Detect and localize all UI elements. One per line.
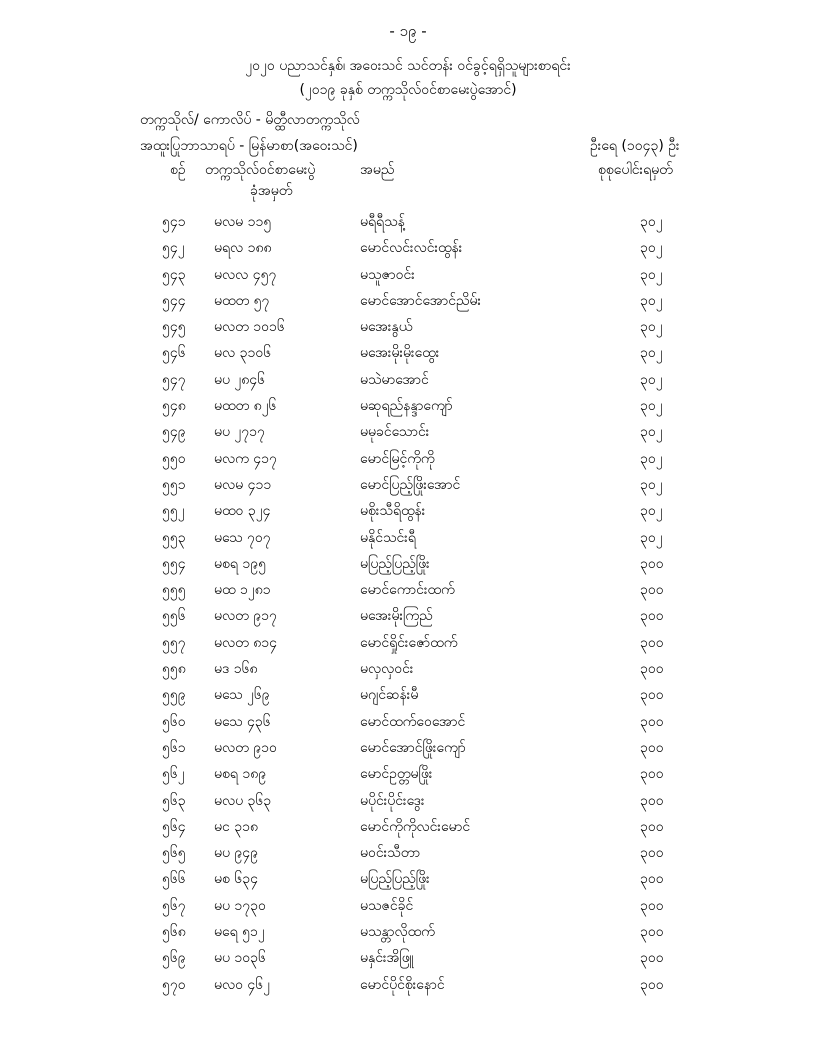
roll-number-cell: မလတ ၉၁၀ xyxy=(214,739,277,756)
serial-cell: ၅၄၈ xyxy=(162,398,186,415)
roll-number-cell: မင ၃၁၈ xyxy=(214,818,258,835)
total-mark-cell: ၃၀၂ xyxy=(640,450,663,467)
serial-cell: ၅၆၂ xyxy=(162,766,185,783)
total-mark-cell: ၃၀၂ xyxy=(640,529,663,546)
total-mark-cell: ၃၀၂ xyxy=(640,214,663,230)
table-row xyxy=(0,370,816,396)
page-number: - ၁၉ - xyxy=(389,22,427,40)
subject-label: အထူးပြုဘာသာရပ် - မြန်မာစာ(အဝေးသင်) xyxy=(140,138,358,154)
student-name-cell: မောင်ထက်ဝေအောင် xyxy=(360,713,466,730)
table-row xyxy=(0,606,816,632)
total-mark-cell: ၃၀၀ xyxy=(640,792,664,809)
serial-cell: ၅၄၅ xyxy=(162,319,186,336)
serial-cell: ၅၆၈ xyxy=(162,924,186,941)
header-roll: တက္ကသိုလ်ဝင်စာမေးပွဲ xyxy=(205,162,316,178)
table-row xyxy=(0,685,816,711)
student-list xyxy=(0,212,816,1001)
serial-cell: ၅၅၆ xyxy=(162,608,186,625)
roll-number-cell: မလဝ ၄၆၂ xyxy=(214,976,271,993)
total-mark-cell: ၃၀၂ xyxy=(640,424,663,441)
serial-cell: ၅၆၄ xyxy=(162,818,186,835)
roll-number-cell: မပ ၂၇၁၇ xyxy=(214,424,265,441)
serial-cell: ၅၆၅ xyxy=(162,845,186,862)
table-row xyxy=(0,449,816,475)
student-name-cell: မောင်မြင့်ကိုကို xyxy=(360,450,435,467)
roll-number-cell: မထတ ၅၇ xyxy=(214,292,270,309)
total-mark-cell: ၃၀၀ xyxy=(640,634,664,651)
student-name-cell: မဝင်းသီတာ xyxy=(360,845,421,862)
total-mark-cell: ၃၀၀ xyxy=(640,766,664,783)
table-row xyxy=(0,396,816,422)
student-name-cell: မဆုရည်နန္ဒာကျော် xyxy=(360,398,453,415)
total-mark-cell: ၃၀၀ xyxy=(640,871,664,888)
table-row xyxy=(0,422,816,448)
roll-number-cell: မသေ ၄၃၆ xyxy=(214,713,271,730)
total-mark-cell: ၃၀၀ xyxy=(640,924,664,941)
roll-number-cell: မစရ ၁၈၉ xyxy=(214,766,267,783)
table-row xyxy=(0,343,816,369)
header-total-mark: စုစုပေါင်းရမှတ် xyxy=(598,162,673,178)
total-mark-cell: ၃၀၂ xyxy=(640,503,663,520)
university-label: တက္ကသိုလ်/ ကောလိပ် - မိတ္ထီလာတက္ကသိုလ် xyxy=(140,112,360,128)
student-name-cell: မအေးမိုးမိုးထွေး xyxy=(360,345,440,362)
serial-cell: ၅၄၇ xyxy=(162,371,186,388)
student-name-cell: မောင်ကောင်းထက် xyxy=(360,582,455,599)
student-name-cell: မလှလှဝင်း xyxy=(360,661,414,678)
header-name: အမည် xyxy=(360,162,395,178)
student-name-cell: မပြည့်ပြည့်ဖြိုး xyxy=(360,555,430,572)
table-row xyxy=(0,528,816,554)
serial-cell: ၅၅၃ xyxy=(162,529,186,546)
total-mark-cell: ၃၀၀ xyxy=(640,713,664,730)
roll-number-cell: မရေ ၅၁၂ xyxy=(214,924,265,941)
table-row xyxy=(0,869,816,895)
total-mark-cell: ၃၀၀ xyxy=(640,818,664,835)
student-name-cell: မအေးမိုးကြည် xyxy=(360,608,433,625)
student-name-cell: မောင်ပြည့်ဖြိုးအောင် xyxy=(360,476,461,493)
student-name-cell: မောင်အောင်ဖြိုးကျော် xyxy=(360,739,466,756)
student-name-cell: မသဇင်ခိုင် xyxy=(360,897,414,914)
total-mark-cell: ၃၀၂ xyxy=(640,319,663,336)
student-name-cell: မသဲမာအောင် xyxy=(360,371,429,388)
table-row xyxy=(0,975,816,1001)
roll-number-cell: မထ ၁၂၈၁ xyxy=(214,582,271,599)
table-row xyxy=(0,659,816,685)
table-row xyxy=(0,922,816,948)
serial-cell: ၅၅၀ xyxy=(162,450,186,467)
roll-number-cell: မလတ ၁၀၁၆ xyxy=(214,319,285,336)
table-row xyxy=(0,896,816,922)
serial-cell: ၅၄၁ xyxy=(162,214,186,230)
serial-cell: ၅၅၄ xyxy=(162,555,186,572)
student-name-cell: မောင်လင်းလင်းထွန်း xyxy=(360,240,463,257)
total-mark-cell: ၃၀၂ xyxy=(640,345,663,362)
roll-number-cell: မပ ၉၄၉ xyxy=(214,845,259,862)
serial-cell: ၅၅၅ xyxy=(162,582,186,599)
table-row xyxy=(0,212,816,238)
roll-number-cell: မစရ ၁၉၅ xyxy=(214,555,266,572)
document-title: ၂၀၂၀ ပညာသင်နှစ်၊ အဝေးသင် သင်တန်း ဝင်ခွင့်ရရှိသူများစာရင်း xyxy=(245,58,571,74)
table-row xyxy=(0,817,816,843)
roll-number-cell: မပ ၁၀၃၆ xyxy=(214,950,266,967)
total-mark-cell: ၃၀၀ xyxy=(640,687,664,704)
table-row xyxy=(0,265,816,291)
student-name-cell: မဂျင်ဆန်းမီ xyxy=(360,687,419,704)
total-mark-cell: ၃၀၀ xyxy=(640,608,664,625)
student-name-cell: မောင်ဥတ္တမဖြိုး xyxy=(360,766,433,783)
roll-number-cell: မလ ၃၁၀၆ xyxy=(214,345,272,362)
serial-cell: ၅၄၆ xyxy=(162,345,186,362)
table-row xyxy=(0,291,816,317)
roll-number-cell: မသေ ၇၀၇ xyxy=(214,529,271,546)
table-row xyxy=(0,633,816,659)
table-row xyxy=(0,738,816,764)
roll-number-cell: မပ ၁၇၃၀ xyxy=(214,897,266,914)
student-name-cell: မပြည့်ပြည့်ဖြိုး xyxy=(360,871,430,888)
student-name-cell: မသူဇာဝင်း xyxy=(360,266,415,283)
serial-cell: ၅၆၉ xyxy=(162,950,186,967)
total-mark-cell: ၃၀၀ xyxy=(640,897,664,914)
table-row xyxy=(0,554,816,580)
table-row xyxy=(0,475,816,501)
roll-number-cell: မစ ၆၃၄ xyxy=(214,871,258,888)
header-serial: စဉ် xyxy=(170,162,186,178)
total-mark-cell: ၃၀၀ xyxy=(640,976,664,993)
serial-cell: ၅၆၁ xyxy=(162,739,186,756)
student-name-cell: မရီရီသန့် xyxy=(360,214,405,230)
table-row xyxy=(0,948,816,974)
serial-cell: ၅၄၉ xyxy=(162,424,186,441)
total-mark-cell: ၃၀၀ xyxy=(640,555,664,572)
roll-number-cell: မသေ ၂၆၉ xyxy=(214,687,270,704)
total-mark-cell: ၃၀၂ xyxy=(640,240,663,257)
roll-number-cell: မဒ ၁၆၈ xyxy=(214,661,258,678)
student-name-cell: မနှင်းအိဖြူ xyxy=(360,950,414,967)
student-name-cell: မောင်အောင်အောင်ညိမ်း xyxy=(360,292,482,309)
table-row xyxy=(0,501,816,527)
serial-cell: ၅၅၈ xyxy=(162,661,186,678)
serial-cell: ၅၄၄ xyxy=(162,292,186,309)
roll-number-cell: မလမ ၁၁၅ xyxy=(214,214,272,230)
total-mark-cell: ၃၀၂ xyxy=(640,398,663,415)
serial-cell: ၅၄၃ xyxy=(162,266,186,283)
total-mark-cell: ၃၀၂ xyxy=(640,292,663,309)
table-row xyxy=(0,317,816,343)
roll-number-cell: မထဝ ၃၂၄ xyxy=(214,503,271,520)
table-row xyxy=(0,791,816,817)
table-row xyxy=(0,238,816,264)
serial-cell: ၅၅၂ xyxy=(162,503,185,520)
roll-number-cell: မလတ ၉၁၇ xyxy=(214,608,277,625)
student-name-cell: မစိုးသီရိထွန်း xyxy=(360,503,426,520)
serial-cell: ၅၅၇ xyxy=(162,634,186,651)
student-name-cell: မောင်ပိုင်စိုးနောင် xyxy=(360,976,445,993)
roll-number-cell: မလမ ၄၁၁ xyxy=(214,476,272,493)
roll-number-cell: မပ ၂၈၄၆ xyxy=(214,371,266,388)
student-name-cell: မသန္တာလိုထက် xyxy=(360,924,435,941)
total-mark-cell: ၃၀၀ xyxy=(640,739,664,756)
serial-cell: ၅၅၁ xyxy=(162,476,186,493)
student-name-cell: မအေးနွယ် xyxy=(360,319,413,336)
serial-cell: ၅၆၇ xyxy=(162,897,186,914)
total-mark-cell: ၃၀၀ xyxy=(640,661,664,678)
serial-cell: ၅၄၂ xyxy=(162,240,185,257)
roll-number-cell: မရလ ၁၈၈ xyxy=(214,240,272,257)
header-roll-line2: ခုံအမှတ် xyxy=(250,183,293,199)
roll-number-cell: မလက ၄၁၇ xyxy=(214,450,277,467)
student-name-cell: မောင်ကိုကိုလင်းမောင် xyxy=(360,818,471,835)
student-name-cell: မပိုင်းပိုင်းဒွေး xyxy=(360,792,425,809)
total-mark-cell: ၃၀၀ xyxy=(640,950,664,967)
total-mark-cell: ၃၀၂ xyxy=(640,371,663,388)
total-mark-cell: ၃၀၀ xyxy=(640,582,664,599)
student-name-cell: မောင်ရှိုင်းဇော်ထက် xyxy=(360,634,458,651)
table-row xyxy=(0,764,816,790)
roll-number-cell: မထတ ၈၂၆ xyxy=(214,398,277,415)
student-name-cell: မနိုင်သင်းရီ xyxy=(360,529,416,546)
serial-cell: ၅၆၆ xyxy=(162,871,186,888)
roll-number-cell: မလပ ၃၆၃ xyxy=(214,792,272,809)
table-row xyxy=(0,580,816,606)
serial-cell: ၅၇၀ xyxy=(162,976,186,993)
serial-cell: ၅၅၉ xyxy=(162,687,186,704)
roll-number-cell: မလတ ၈၁၄ xyxy=(214,634,277,651)
serial-cell: ၅၆၀ xyxy=(162,713,186,730)
serial-cell: ၅၆၃ xyxy=(162,792,186,809)
total-mark-cell: ၃၀၂ xyxy=(640,476,663,493)
document-subtitle: (၂၀၁၉ ခုနှစ် တက္ကသိုလ်ဝင်စာမေးပွဲအောင်) xyxy=(299,82,517,98)
student-name-cell: မမုခင်သောင်း xyxy=(360,424,430,441)
roll-number-cell: မလလ ၄၅၇ xyxy=(214,266,277,283)
total-mark-cell: ၃၀၂ xyxy=(640,266,663,283)
total-count: ဦးရေ (၁၀၄၃) ဦး xyxy=(590,138,680,154)
table-row xyxy=(0,712,816,738)
table-row xyxy=(0,843,816,869)
total-mark-cell: ၃၀၀ xyxy=(640,845,664,862)
